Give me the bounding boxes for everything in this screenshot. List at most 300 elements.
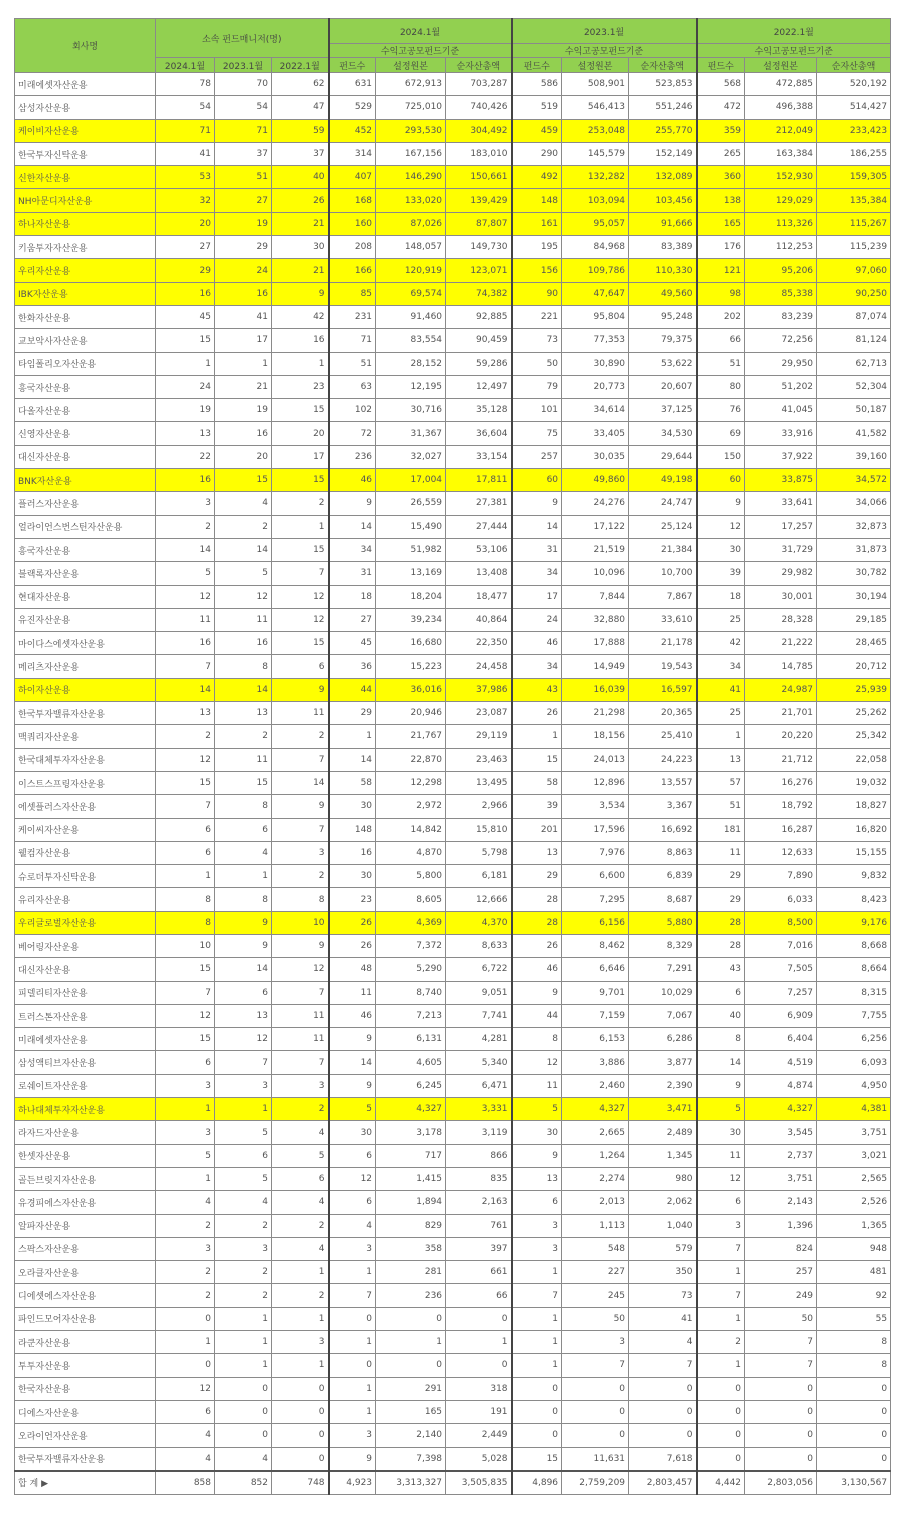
value-cell: 2,966 — [446, 795, 512, 818]
value-cell: 0 — [512, 1377, 562, 1400]
value-cell: 21 — [215, 375, 272, 398]
value-cell: 33,875 — [745, 469, 817, 492]
company-name-cell: 디에스자산운용 — [15, 1400, 156, 1423]
value-cell: 3 — [215, 1237, 272, 1260]
value-cell: 1 — [512, 1331, 562, 1354]
value-cell: 6,181 — [446, 865, 512, 888]
value-cell: 90 — [512, 282, 562, 305]
value-cell: 12 — [156, 585, 215, 608]
value-cell: 5 — [156, 1144, 215, 1167]
value-cell: 8 — [156, 911, 215, 934]
table-row — [15, 445, 891, 468]
value-cell: 11 — [272, 1004, 329, 1027]
value-cell: 25,124 — [629, 515, 697, 538]
table-row — [15, 981, 891, 1004]
value-cell: 2 — [215, 1284, 272, 1307]
value-cell: 13,408 — [446, 562, 512, 585]
value-cell: 24,013 — [562, 748, 629, 771]
table-row — [15, 888, 891, 911]
value-cell: 166 — [329, 259, 376, 282]
company-name-cell: 에셋플러스자산운용 — [15, 795, 156, 818]
value-cell: 980 — [629, 1167, 697, 1190]
value-cell: 17,257 — [745, 515, 817, 538]
value-cell: 4 — [272, 1237, 329, 1260]
value-cell: 31,729 — [745, 538, 817, 561]
value-cell: 29,119 — [446, 725, 512, 748]
value-cell: 95,248 — [629, 305, 697, 328]
company-name-cell: 우리자산운용 — [15, 259, 156, 282]
value-cell: 70 — [215, 73, 272, 96]
value-cell: 152,930 — [745, 166, 817, 189]
value-cell: 33,154 — [446, 445, 512, 468]
company-name-cell: 합 계 ▶ — [15, 1471, 156, 1495]
value-cell: 71 — [329, 329, 376, 352]
value-cell: 43 — [512, 678, 562, 701]
company-name-cell: 삼성액티브자산운용 — [15, 1051, 156, 1074]
value-cell: 66 — [446, 1284, 512, 1307]
value-cell: 40 — [697, 1004, 745, 1027]
value-cell: 31,367 — [376, 422, 446, 445]
value-cell: 5 — [215, 562, 272, 585]
value-cell: 54 — [215, 96, 272, 119]
value-cell: 6,646 — [562, 958, 629, 981]
value-cell: 672,913 — [376, 73, 446, 96]
value-cell: 6,471 — [446, 1074, 512, 1097]
value-cell: 121 — [697, 259, 745, 282]
value-cell: 23,087 — [446, 702, 512, 725]
value-cell: 123,071 — [446, 259, 512, 282]
table-row — [15, 632, 891, 655]
value-cell: 2,449 — [446, 1424, 512, 1447]
value-cell: 7 — [156, 981, 215, 1004]
value-cell: 51,982 — [376, 538, 446, 561]
sub-col-header: 펀드수 — [329, 58, 376, 73]
value-cell: 4 — [272, 1191, 329, 1214]
table-row — [15, 678, 891, 701]
value-cell: 53,106 — [446, 538, 512, 561]
value-cell: 0 — [629, 1377, 697, 1400]
value-cell: 3 — [562, 1331, 629, 1354]
value-cell: 293,530 — [376, 119, 446, 142]
company-name-cell: 맥쿼리자산운용 — [15, 725, 156, 748]
value-cell: 14,842 — [376, 818, 446, 841]
value-cell: 28,465 — [817, 632, 891, 655]
value-cell: 30,035 — [562, 445, 629, 468]
value-cell: 29,644 — [629, 445, 697, 468]
value-cell: 34 — [512, 655, 562, 678]
table-row — [15, 1237, 891, 1260]
value-cell: 7,867 — [629, 585, 697, 608]
table-row — [15, 1214, 891, 1237]
table-row — [15, 1051, 891, 1074]
value-cell: 11 — [272, 702, 329, 725]
value-cell: 26 — [272, 189, 329, 212]
value-cell: 8,500 — [745, 911, 817, 934]
value-cell: 16,287 — [745, 818, 817, 841]
value-cell: 4 — [329, 1214, 376, 1237]
value-cell: 28 — [512, 888, 562, 911]
value-cell: 824 — [745, 1237, 817, 1260]
value-cell: 12,298 — [376, 771, 446, 794]
value-cell: 47,647 — [562, 282, 629, 305]
value-cell: 30 — [329, 865, 376, 888]
value-cell: 3 — [697, 1214, 745, 1237]
value-cell: 15 — [272, 632, 329, 655]
fund-manager-header: 소속 펀드매니저(명) — [156, 19, 329, 58]
value-cell: 568 — [697, 73, 745, 96]
total-row — [15, 1471, 891, 1495]
value-cell: 81,124 — [817, 329, 891, 352]
value-cell: 221 — [512, 305, 562, 328]
value-cell: 51,202 — [745, 375, 817, 398]
value-cell: 4,442 — [697, 1471, 745, 1495]
value-cell: 71 — [156, 119, 215, 142]
value-cell: 2,759,209 — [562, 1471, 629, 1495]
value-cell: 10,700 — [629, 562, 697, 585]
value-cell: 8 — [817, 1331, 891, 1354]
value-cell: 0 — [512, 1424, 562, 1447]
value-cell: 163,384 — [745, 142, 817, 165]
value-cell: 1 — [697, 725, 745, 748]
value-cell: 41 — [215, 305, 272, 328]
value-cell: 1 — [512, 725, 562, 748]
value-cell: 0 — [817, 1424, 891, 1447]
company-name-cell: 미래에셋자산운용 — [15, 73, 156, 96]
value-cell: 10 — [272, 911, 329, 934]
value-cell: 0 — [817, 1447, 891, 1471]
value-cell: 16 — [215, 632, 272, 655]
value-cell: 6,093 — [817, 1051, 891, 1074]
sub-col-header: 펀드수 — [697, 58, 745, 73]
value-cell: 257 — [745, 1261, 817, 1284]
value-cell: 7,976 — [562, 841, 629, 864]
value-cell: 829 — [376, 1214, 446, 1237]
value-cell: 40,864 — [446, 608, 512, 631]
value-cell: 0 — [817, 1377, 891, 1400]
company-name-cell: 삼성자산운용 — [15, 96, 156, 119]
value-cell: 201 — [512, 818, 562, 841]
value-cell: 129,029 — [745, 189, 817, 212]
value-cell: 33,916 — [745, 422, 817, 445]
value-cell: 16,692 — [629, 818, 697, 841]
value-cell: 17 — [272, 445, 329, 468]
sub-col-header: 순자산총액 — [446, 58, 512, 73]
value-cell: 1 — [512, 1261, 562, 1284]
value-cell: 290 — [512, 142, 562, 165]
value-cell: 0 — [745, 1377, 817, 1400]
value-cell: 257 — [512, 445, 562, 468]
value-cell: 41 — [629, 1307, 697, 1330]
value-cell: 4 — [215, 1191, 272, 1214]
value-cell: 5 — [215, 1167, 272, 1190]
table-row — [15, 329, 891, 352]
value-cell: 20,773 — [562, 375, 629, 398]
table-row — [15, 469, 891, 492]
value-cell: 397 — [446, 1237, 512, 1260]
value-cell: 6 — [215, 1144, 272, 1167]
value-cell: 7 — [272, 1051, 329, 1074]
value-cell: 11 — [215, 608, 272, 631]
table-row — [15, 1284, 891, 1307]
value-cell: 0 — [376, 1354, 446, 1377]
value-cell: 34 — [697, 655, 745, 678]
value-cell: 661 — [446, 1261, 512, 1284]
value-cell: 42 — [272, 305, 329, 328]
value-cell: 9,176 — [817, 911, 891, 934]
value-cell: 761 — [446, 1214, 512, 1237]
value-cell: 73 — [629, 1284, 697, 1307]
table-row — [15, 1400, 891, 1423]
value-cell: 48 — [329, 958, 376, 981]
table-row — [15, 1447, 891, 1471]
value-cell: 1 — [215, 1331, 272, 1354]
value-cell: 78 — [156, 73, 215, 96]
value-cell: 9,051 — [446, 981, 512, 1004]
value-cell: 7,844 — [562, 585, 629, 608]
value-cell: 1 — [512, 1354, 562, 1377]
value-cell: 2,803,457 — [629, 1471, 697, 1495]
value-cell: 1 — [215, 1354, 272, 1377]
value-cell: 97,060 — [817, 259, 891, 282]
value-cell: 3,534 — [562, 795, 629, 818]
value-cell: 21,298 — [562, 702, 629, 725]
value-cell: 17,122 — [562, 515, 629, 538]
table-row — [15, 259, 891, 282]
company-name-cell: 알파자산운용 — [15, 1214, 156, 1237]
value-cell: 8 — [215, 795, 272, 818]
value-cell: 83,239 — [745, 305, 817, 328]
value-cell: 195 — [512, 236, 562, 259]
value-cell: 523,853 — [629, 73, 697, 96]
value-cell: 0 — [697, 1400, 745, 1423]
value-cell: 9 — [272, 282, 329, 305]
value-cell: 2,274 — [562, 1167, 629, 1190]
value-cell: 6 — [156, 1051, 215, 1074]
value-cell: 1 — [215, 1098, 272, 1121]
value-cell: 852 — [215, 1471, 272, 1495]
value-cell: 41,045 — [745, 399, 817, 422]
value-cell: 5,340 — [446, 1051, 512, 1074]
value-cell: 24,747 — [629, 492, 697, 515]
value-cell: 16,680 — [376, 632, 446, 655]
table-row — [15, 142, 891, 165]
value-cell: 2,526 — [817, 1191, 891, 1214]
value-cell: 31 — [329, 562, 376, 585]
value-cell: 5 — [512, 1098, 562, 1121]
value-cell: 12 — [156, 748, 215, 771]
value-cell: 5 — [697, 1098, 745, 1121]
value-cell: 0 — [215, 1424, 272, 1447]
value-cell: 12 — [272, 608, 329, 631]
sub-col-header: 설정원본 — [376, 58, 446, 73]
value-cell: 2 — [156, 1214, 215, 1237]
value-cell: 13 — [697, 748, 745, 771]
value-cell: 146,290 — [376, 166, 446, 189]
value-cell: 2 — [156, 515, 215, 538]
value-cell: 13 — [215, 1004, 272, 1027]
value-cell: 13,495 — [446, 771, 512, 794]
value-cell: 9 — [329, 492, 376, 515]
value-cell: 32,873 — [817, 515, 891, 538]
value-cell: 1 — [376, 1331, 446, 1354]
value-cell: 53 — [156, 166, 215, 189]
value-cell: 8,740 — [376, 981, 446, 1004]
value-cell: 161 — [512, 212, 562, 235]
value-cell: 45 — [156, 305, 215, 328]
value-cell: 62,713 — [817, 352, 891, 375]
value-cell: 8 — [215, 888, 272, 911]
value-cell: 0 — [562, 1377, 629, 1400]
value-cell: 25 — [697, 702, 745, 725]
table-row — [15, 562, 891, 585]
table-row — [15, 1354, 891, 1377]
value-cell: 39 — [697, 562, 745, 585]
value-cell: 8,329 — [629, 934, 697, 957]
value-cell: 21,712 — [745, 748, 817, 771]
value-cell: 13 — [512, 1167, 562, 1190]
value-cell: 5,880 — [629, 911, 697, 934]
value-cell: 101 — [512, 399, 562, 422]
value-cell: 4,923 — [329, 1471, 376, 1495]
value-cell: 11 — [329, 981, 376, 1004]
company-name-cell: 유경피에스자산운용 — [15, 1191, 156, 1214]
value-cell: 3,877 — [629, 1051, 697, 1074]
company-name-cell: 교보악사자산운용 — [15, 329, 156, 352]
value-cell: 62 — [272, 73, 329, 96]
value-cell: 135,384 — [817, 189, 891, 212]
value-cell: 0 — [817, 1400, 891, 1423]
value-cell: 12,633 — [745, 841, 817, 864]
value-cell: 13,169 — [376, 562, 446, 585]
company-name-cell: 하나대체투자자산운용 — [15, 1098, 156, 1121]
company-name-cell: 대신자산운용 — [15, 445, 156, 468]
value-cell: 39,160 — [817, 445, 891, 468]
value-cell: 10,096 — [562, 562, 629, 585]
company-name-cell: 투투자산운용 — [15, 1354, 156, 1377]
company-name-cell: 한화자산운용 — [15, 305, 156, 328]
value-cell: 2,803,056 — [745, 1471, 817, 1495]
value-cell: 30 — [697, 538, 745, 561]
value-cell: 5 — [329, 1098, 376, 1121]
value-cell: 43 — [697, 958, 745, 981]
value-cell: 0 — [329, 1354, 376, 1377]
value-cell: 34,572 — [817, 469, 891, 492]
value-cell: 6 — [329, 1191, 376, 1214]
value-cell: 85,338 — [745, 282, 817, 305]
value-cell: 1,894 — [376, 1191, 446, 1214]
value-cell: 7 — [272, 748, 329, 771]
value-cell: 0 — [272, 1400, 329, 1423]
value-cell: 3 — [272, 841, 329, 864]
sub-col-header: 설정원본 — [562, 58, 629, 73]
value-cell: 1,264 — [562, 1144, 629, 1167]
value-cell: 2,163 — [446, 1191, 512, 1214]
value-cell: 16 — [156, 469, 215, 492]
sub-col-header: 2023.1월 — [215, 58, 272, 73]
value-cell: 4,605 — [376, 1051, 446, 1074]
value-cell: 586 — [512, 73, 562, 96]
value-cell: 1 — [215, 1307, 272, 1330]
value-cell: 8 — [215, 655, 272, 678]
value-cell: 11 — [215, 748, 272, 771]
value-cell: 12 — [272, 958, 329, 981]
value-cell: 17,004 — [376, 469, 446, 492]
value-cell: 77,353 — [562, 329, 629, 352]
value-cell: 1 — [156, 1167, 215, 1190]
value-cell: 63 — [329, 375, 376, 398]
value-cell: 0 — [697, 1377, 745, 1400]
company-name-cell: 플러스자산운용 — [15, 492, 156, 515]
value-cell: 19 — [215, 399, 272, 422]
value-cell: 2 — [272, 725, 329, 748]
value-cell: 3 — [512, 1214, 562, 1237]
value-cell: 3 — [156, 1074, 215, 1097]
value-cell: 30,194 — [817, 585, 891, 608]
value-cell: 25,939 — [817, 678, 891, 701]
table-row — [15, 1144, 891, 1167]
value-cell: 1 — [272, 515, 329, 538]
value-cell: 25 — [697, 608, 745, 631]
value-cell: 120,919 — [376, 259, 446, 282]
value-cell: 92 — [817, 1284, 891, 1307]
value-cell: 6 — [215, 981, 272, 1004]
value-cell: 13 — [215, 702, 272, 725]
value-cell: 33,610 — [629, 608, 697, 631]
value-cell: 113,326 — [745, 212, 817, 235]
value-cell: 21,701 — [745, 702, 817, 725]
value-cell: 4,950 — [817, 1074, 891, 1097]
value-cell: 21,519 — [562, 538, 629, 561]
table-row — [15, 795, 891, 818]
value-cell: 51 — [329, 352, 376, 375]
value-cell: 2,489 — [629, 1121, 697, 1144]
value-cell: 7,372 — [376, 934, 446, 957]
value-cell: 7,295 — [562, 888, 629, 911]
value-cell: 16 — [272, 329, 329, 352]
value-cell: 73 — [512, 329, 562, 352]
table-row — [15, 1004, 891, 1027]
value-cell: 227 — [562, 1261, 629, 1284]
value-cell: 15 — [512, 748, 562, 771]
value-cell: 3,545 — [745, 1121, 817, 1144]
value-cell: 6 — [272, 1167, 329, 1190]
company-name-cell: 다올자산운용 — [15, 399, 156, 422]
value-cell: 6,286 — [629, 1028, 697, 1051]
value-cell: 83,389 — [629, 236, 697, 259]
value-cell: 92,885 — [446, 305, 512, 328]
value-cell: 6 — [697, 1191, 745, 1214]
value-cell: 148 — [329, 818, 376, 841]
table-row — [15, 73, 891, 96]
value-cell: 2,143 — [745, 1191, 817, 1214]
value-cell: 16,276 — [745, 771, 817, 794]
value-cell: 20,607 — [629, 375, 697, 398]
value-cell: 0 — [745, 1447, 817, 1471]
value-cell: 1 — [215, 352, 272, 375]
value-cell: 835 — [446, 1167, 512, 1190]
value-cell: 548 — [562, 1237, 629, 1260]
value-cell: 6 — [272, 655, 329, 678]
value-cell: 4,874 — [745, 1074, 817, 1097]
value-cell: 26,559 — [376, 492, 446, 515]
value-cell: 212,049 — [745, 119, 817, 142]
value-cell: 22,870 — [376, 748, 446, 771]
value-cell: 14,949 — [562, 655, 629, 678]
company-name-cell: 유리자산운용 — [15, 888, 156, 911]
value-cell: 7,741 — [446, 1004, 512, 1027]
company-name-cell: 골든브릿지자산운용 — [15, 1167, 156, 1190]
value-cell: 9,701 — [562, 981, 629, 1004]
